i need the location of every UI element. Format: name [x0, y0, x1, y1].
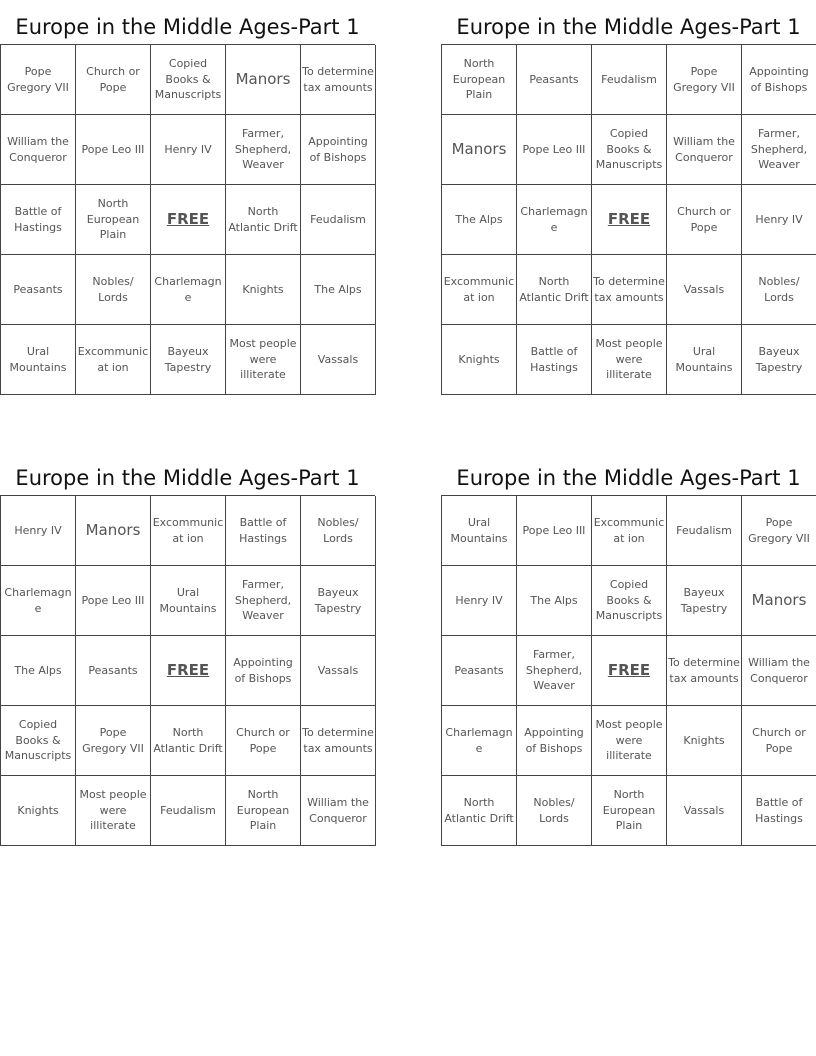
bingo-cell: Battle of Hastings [226, 496, 301, 566]
bingo-cell: Battle of Hastings [517, 325, 592, 395]
bingo-cell: Ural Mountains [442, 496, 517, 566]
bingo-cell: North European Plain [442, 45, 517, 115]
bingo-grid [441, 44, 816, 395]
bingo-cell: Church or Pope [667, 185, 742, 255]
bingo-cell: Pope Gregory VII [742, 496, 816, 566]
bingo-cell: North Atlantic Drift [442, 776, 517, 846]
bingo-cell: William the Conqueror [667, 115, 742, 185]
bingo-cell: Henry IV [151, 115, 226, 185]
bingo-cell: North Atlantic Drift [226, 185, 301, 255]
bingo-cell: To determine tax amounts [301, 45, 376, 115]
bingo-cell: Pope Gregory VII [667, 45, 742, 115]
bingo-cell: William the Conqueror [742, 636, 816, 706]
bingo-cell: Excommunicat ion [442, 255, 517, 325]
bingo-cell: Peasants [1, 255, 76, 325]
bingo-cell: Copied Books & Manuscripts [1, 706, 76, 776]
bingo-cell: Peasants [442, 636, 517, 706]
bingo-cell: Most people were illiterate [226, 325, 301, 395]
bingo-cell: Farmer, Shepherd, Weaver [742, 115, 816, 185]
bingo-cell: To determine tax amounts [592, 255, 667, 325]
bingo-cell: Excommunicat ion [592, 496, 667, 566]
bingo-cell: Most people were illiterate [592, 706, 667, 776]
bingo-cell: Bayeux Tapestry [742, 325, 816, 395]
bingo-cell: Vassals [301, 325, 376, 395]
bingo-cell: Pope Leo III [517, 496, 592, 566]
bingo-cell: Nobles/ Lords [76, 255, 151, 325]
card-title: Europe in the Middle Ages-Part 1 [456, 466, 801, 490]
bingo-cell: Charlemagne [517, 185, 592, 255]
bingo-cell: Bayeux Tapestry [301, 566, 376, 636]
bingo-cell: Pope Gregory VII [1, 45, 76, 115]
bingo-cell: Farmer, Shepherd, Weaver [517, 636, 592, 706]
bingo-cell: Copied Books & Manuscripts [592, 115, 667, 185]
bingo-cell: Pope Leo III [517, 115, 592, 185]
bingo-cell: North European Plain [592, 776, 667, 846]
bingo-cell: Appointing of Bishops [301, 115, 376, 185]
bingo-grid [441, 495, 816, 846]
bingo-cell: Nobles/ Lords [517, 776, 592, 846]
bingo-cell: Feudalism [667, 496, 742, 566]
bingo-cell: Manors [742, 566, 816, 636]
bingo-cell: Excommunicat ion [151, 496, 226, 566]
bingo-cell: Knights [226, 255, 301, 325]
bingo-cell: The Alps [301, 255, 376, 325]
bingo-cell: Appointing of Bishops [226, 636, 301, 706]
bingo-cell: Feudalism [151, 776, 226, 846]
bingo-cell: North European Plain [76, 185, 151, 255]
bingo-cell: Vassals [667, 776, 742, 846]
bingo-cell: Farmer, Shepherd, Weaver [226, 115, 301, 185]
bingo-cell: Bayeux Tapestry [151, 325, 226, 395]
bingo-cell: Copied Books & Manuscripts [592, 566, 667, 636]
bingo-cell: Manors [442, 115, 517, 185]
bingo-card-4 [441, 451, 816, 846]
free-space: FREE [592, 636, 667, 706]
bingo-cell: North European Plain [226, 776, 301, 846]
bingo-grid [0, 495, 375, 846]
bingo-cell: Nobles/ Lords [742, 255, 816, 325]
bingo-cell: Henry IV [442, 566, 517, 636]
bingo-cell: Pope Leo III [76, 115, 151, 185]
bingo-cell: Knights [1, 776, 76, 846]
bingo-cell: Appointing of Bishops [517, 706, 592, 776]
bingo-cell: Knights [667, 706, 742, 776]
bingo-cell: North Atlantic Drift [517, 255, 592, 325]
bingo-cell: Copied Books & Manuscripts [151, 45, 226, 115]
bingo-cell: Most people were illiterate [76, 776, 151, 846]
bingo-cell: Knights [442, 325, 517, 395]
bingo-cell: Charlemagne [151, 255, 226, 325]
free-space: FREE [592, 185, 667, 255]
bingo-cell: Most people were illiterate [592, 325, 667, 395]
free-space: FREE [151, 636, 226, 706]
bingo-cell: The Alps [1, 636, 76, 706]
bingo-cell: Farmer, Shepherd, Weaver [226, 566, 301, 636]
card-title: Europe in the Middle Ages-Part 1 [15, 466, 360, 490]
bingo-cell: Church or Pope [226, 706, 301, 776]
bingo-card-3 [0, 451, 375, 846]
bingo-cell: The Alps [517, 566, 592, 636]
bingo-cell: Pope Leo III [76, 566, 151, 636]
bingo-cell: To determine tax amounts [667, 636, 742, 706]
bingo-cell: The Alps [442, 185, 517, 255]
bingo-cell: Henry IV [742, 185, 816, 255]
bingo-cell: Feudalism [592, 45, 667, 115]
bingo-cell: Henry IV [1, 496, 76, 566]
bingo-cell: Bayeux Tapestry [667, 566, 742, 636]
bingo-cell: North Atlantic Drift [151, 706, 226, 776]
bingo-cell: William the Conqueror [1, 115, 76, 185]
bingo-cell: Battle of Hastings [742, 776, 816, 846]
bingo-cell: Peasants [76, 636, 151, 706]
bingo-cell: Feudalism [301, 185, 376, 255]
bingo-card-1 [0, 0, 375, 395]
bingo-cell: William the Conqueror [301, 776, 376, 846]
bingo-cell: Charlemagne [1, 566, 76, 636]
bingo-cell: Vassals [667, 255, 742, 325]
bingo-cell: Excommunicat ion [76, 325, 151, 395]
free-space: FREE [151, 185, 226, 255]
bingo-cell: Church or Pope [742, 706, 816, 776]
bingo-cell: Manors [76, 496, 151, 566]
bingo-card-2 [441, 0, 816, 395]
card-title: Europe in the Middle Ages-Part 1 [456, 15, 801, 39]
card-title: Europe in the Middle Ages-Part 1 [15, 15, 360, 39]
bingo-cell: Nobles/ Lords [301, 496, 376, 566]
bingo-cell: Church or Pope [76, 45, 151, 115]
bingo-cell: Charlemagne [442, 706, 517, 776]
bingo-cell: Ural Mountains [151, 566, 226, 636]
bingo-cell: Ural Mountains [667, 325, 742, 395]
bingo-cell: Appointing of Bishops [742, 45, 816, 115]
bingo-cell: To determine tax amounts [301, 706, 376, 776]
bingo-cell: Vassals [301, 636, 376, 706]
bingo-cell: Manors [226, 45, 301, 115]
bingo-cell: Peasants [517, 45, 592, 115]
bingo-cell: Pope Gregory VII [76, 706, 151, 776]
bingo-grid [0, 44, 375, 395]
bingo-cell: Battle of Hastings [1, 185, 76, 255]
bingo-cell: Ural Mountains [1, 325, 76, 395]
